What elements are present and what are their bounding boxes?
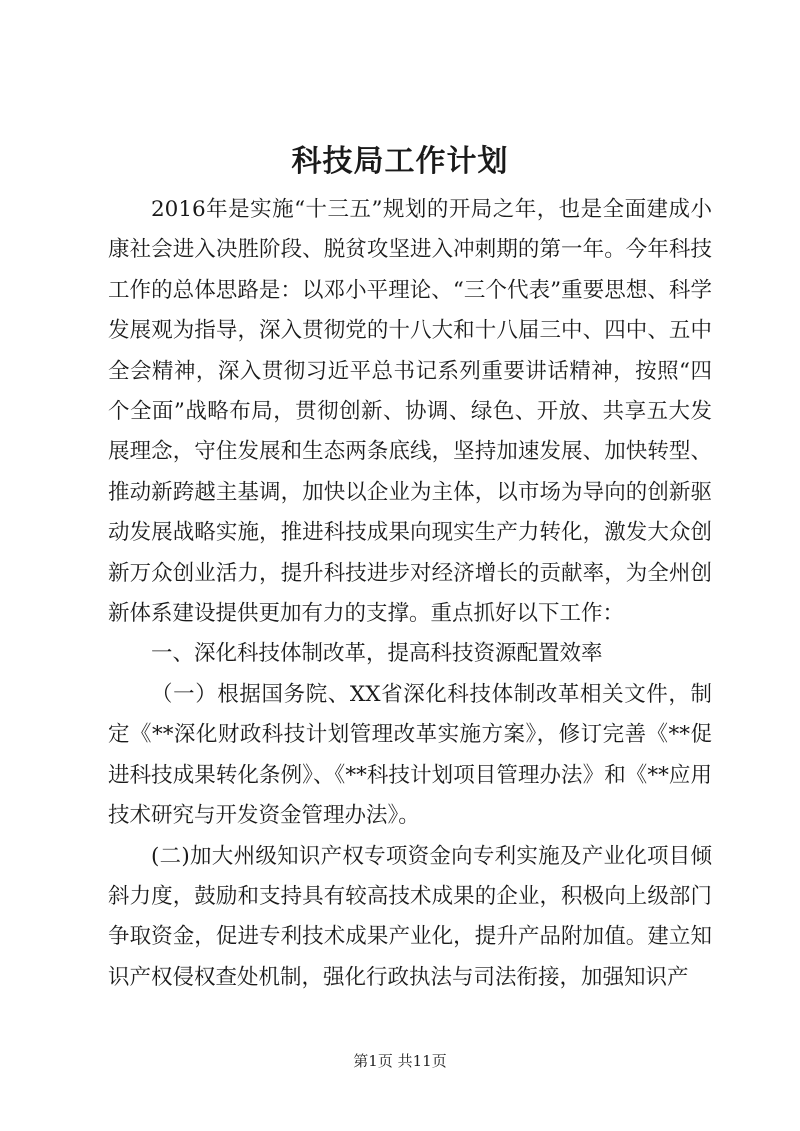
page-footer: 第1页 共11页 (353, 1052, 447, 1070)
paragraph-item-2: (二)加大州级知识产权专项资金向专利实施及产业化项目倾斜力度，鼓励和支持具有较高技术成果的企业，积极向上级部门争取资金，促进专利技术成果产业化，提升产品附加值。建立知识产权侵权查处机制，强化行政执法与司法衔接，加强知识产 (108, 843, 712, 990)
section-heading-1: 一、深化科技体制改革，提高科技资源配置效率 (151, 641, 603, 667)
document-title: 科技局工作计划 (291, 144, 509, 179)
paragraph-intro: 2016年是实施“十三五”规划的开局之年，也是全面建成小康社会进入决胜阶段、脱贫攻坚进入冲刺期的第一年。今年科技工作的总体思路是：以邓小平理论、“三个代表”重要思想、科学发展观为指导，深入贯彻党的十八大和十八届三中、四中、五中全会精神，深入贯彻习近平总书记系列重要讲话精神，按照“四个全面”战略布局，贯彻创新、协调、绿色、开放、共享五大发展理念，守住发展和生态两条底线，坚持加速发展、加快转型、推动新跨越主基调，加快以企业为主体，以市场为导向的创新驱动发展战略实施，推进科技成果向现实生产力转化，激发大众创新万众创业活力，提升科技进步对经济增长的贡献率，为全州创新体系建设提供更加有力的支撑。重点抓好以下工作： (108, 197, 712, 627)
paragraph-item-1: （一）根据国务院、XX省深化科技体制改革相关文件，制定《**深化财政科技计划管理改革实施方案》，修订完善《**促进科技成果转化条例》、《**科技计划项目管理办法》和《**应用技术研究与开发资金管理办法》。 (108, 681, 712, 829)
document-body (108, 190, 712, 998)
